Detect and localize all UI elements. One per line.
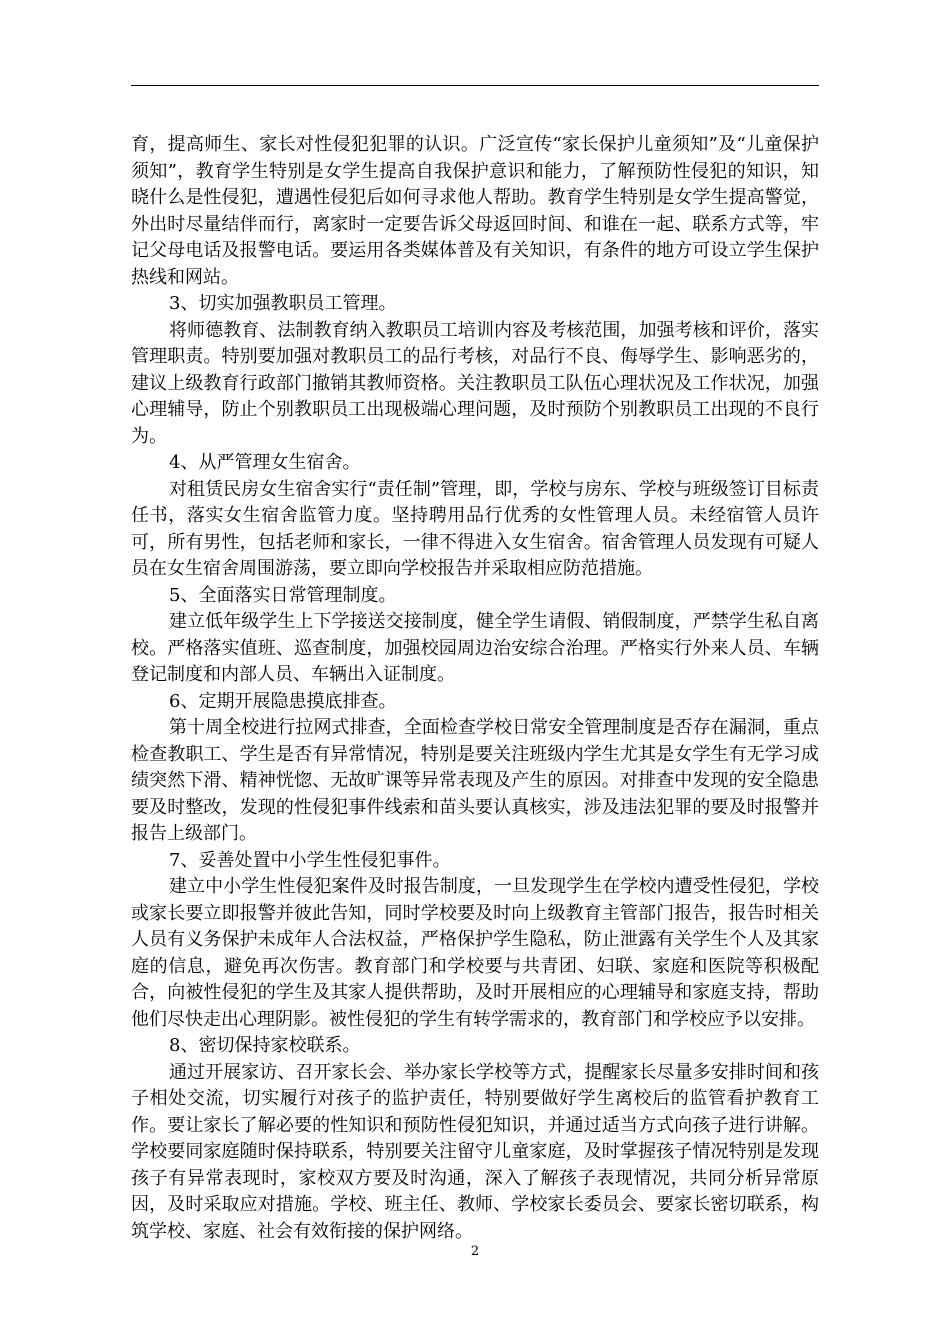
section-heading-4: 4、从严管理女生宿舍。 (169, 452, 361, 473)
page-number: 2 (470, 1244, 480, 1259)
section-heading-5: 5、全面落实日常管理制度。 (169, 584, 397, 606)
section-heading-7: 7、妥善处置中小学生性侵犯事件。 (169, 849, 451, 871)
document-body (131, 132, 819, 1245)
paragraph-daily-management: 建立低年级学生上下学接送交接制度，健全学生请假、销假制度，严禁学生私自离校。严格落实值班、巡查制度，加强校园周边治安综合治理。严格实行外来人员、车辆登记制度和内部人员、车辆出入证制度。 (131, 611, 819, 685)
paragraph-incident-handling: 建立中小学生性侵犯案件及时报告制度，一旦发现学生在学校内遭受性侵犯，学校或家长要立即报警并彼此告知，同时学校要及时向上级教育主管部门报告，报告时相关人员有义务保护未成年人合法权益，严格保护学生隐私，防止泄露有关学生个人及其家庭的信息，避免再次伤害。教育部门和学校要与共青团、妇联、家庭和医院等积极配合，向被性侵犯的学生及其家人提供帮助，及时开展相应的心理辅导和家庭支持，帮助他们尽快走出心理阴影。被性侵犯的学生有转学需求的，教育部门和学校应予以安排。 (131, 876, 819, 1030)
section-heading-8: 8、密切保持家校联系。 (169, 1035, 361, 1056)
section-heading-6: 6、定期开展隐患摸底排查。 (169, 690, 397, 712)
paragraph-continuation: 育，提高师生、家长对性侵犯犯罪的认识。广泛宣传“家长保护儿童须知”及“儿童保护须知”，教育学生特别是女学生提高自我保护意识和能力，了解预防性侵犯的知识，知晓什么是性侵犯，遭遇性侵犯后如何寻求他人帮助。教育学生特别是女学生提高警觉，外出时尽量结伴而行，离家时一定要告诉父母返回时间、和谁在一起、联系方式等，牢记父母电话及报警电话。要运用各类媒体普及有关知识，有条件的地方可设立学生保护热线和网站。 (131, 134, 819, 288)
paragraph-home-school: 通过开展家访、召开家长会、举办家长学校等方式，提醒家长尽量多安排时间和孩子相处交流，切实履行对孩子的监护责任，特别要做好学生离校后的监管看护教育工作。要让家长了解必要的性知识和预防性侵犯知识，并通过适当方式向孩子进行讲解。学校要同家庭随时保持联系，特别要关注留守儿童家庭，及时掌握孩子情况特别是发现孩子有异常表现时，家校双方要及时沟通，深入了解孩子表现情况，共同分析异常原因，及时采取应对措施。学校、班主任、教师、学校家长委员会、要家长密切联系，构筑学校、家庭、社会有效衔接的保护网络。 (131, 1061, 819, 1242)
paragraph-dormitory: 对租赁民房女生宿舍实行“责任制”管理，即，学校与房东、学校与班级签订目标责任书，落实女生宿舍监管力度。坚持聘用品行优秀的女性管理人员。未经宿管人员许可，所有男性，包括老师和家长，一律不得进入女生宿舍。宿舍管理人员发现有可疑人员在女生宿舍周围游荡，要立即向学校报告并采取相应防范措施。 (131, 478, 819, 579)
section-heading-3: 3、切实加强教职员工管理。 (169, 293, 397, 314)
paragraph-hazard-check: 第十周全校进行拉网式排查，全面检查学校日常安全管理制度是否存在漏洞，重点检查教职工、学生是否有异常情况，特别是要关注班级内学生尤其是女学生有无学习成绩突然下滑、精神恍惚、无故旷课等异常表现及产生的原因。对排查中发现的安全隐患要及时整改，发现的性侵犯事件线索和苗头要认真核实，涉及违法犯罪的要及时报警并报告上级部门。 (131, 717, 819, 844)
header-rule (131, 85, 819, 86)
paragraph-staff-management: 将师德教育、法制教育纳入教职员工培训内容及考核范围，加强考核和评价，落实管理职责。特别要加强对教职员工的品行考核，对品行不良、侮辱学生、影响恶劣的，建议上级教育行政部门撤销其教师资格。关注教职员工队伍心理状况及工作状况，加强心理辅导，防止个别教职员工出现极端心理问题，及时预防个别教职员工出现的不良行为。 (131, 319, 819, 447)
